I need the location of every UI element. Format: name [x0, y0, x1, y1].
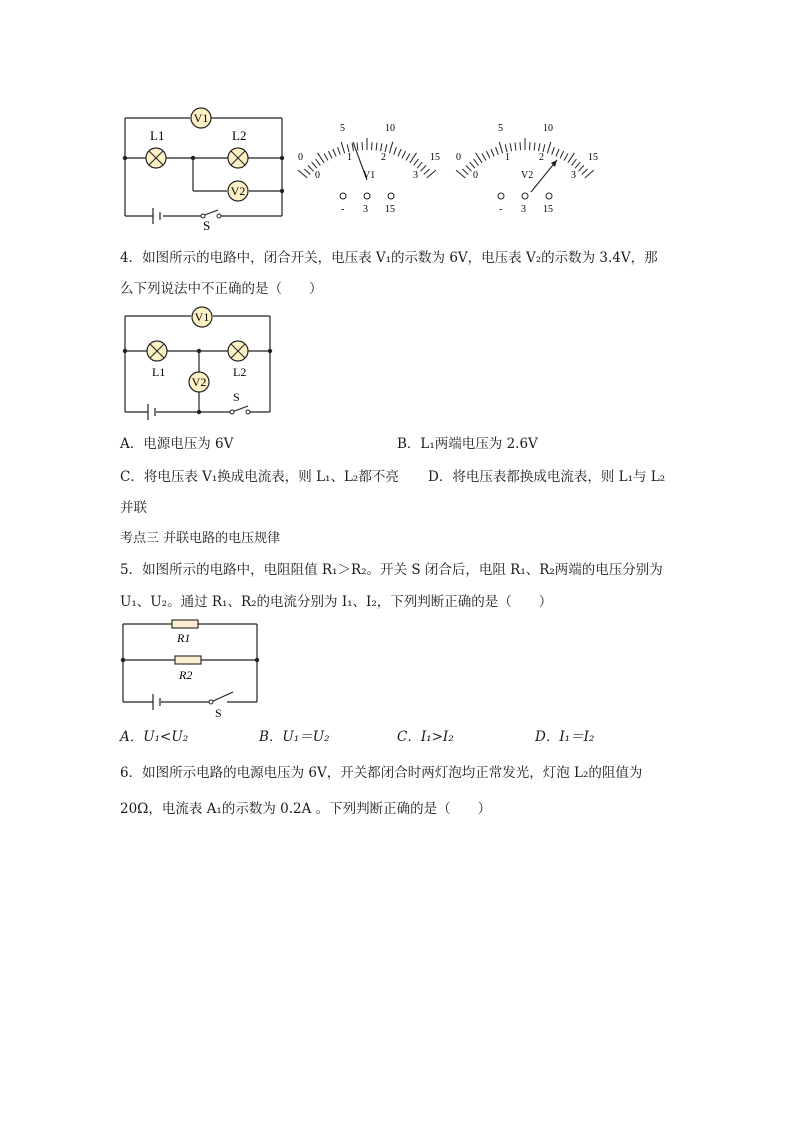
dial-tick [515, 143, 516, 151]
lamp-l1 [146, 128, 166, 168]
svg-text:L1: L1 [152, 365, 166, 379]
svg-text:3: 3 [571, 170, 576, 181]
dial-tick [341, 142, 344, 154]
svg-text:2: 2 [381, 152, 386, 163]
switch-label: S [203, 218, 211, 232]
voltmeter-v1 [192, 307, 212, 327]
q6-stem-line1: 6．如图所示电路的电源电压为 6V，开关都闭合时两灯泡均正常发光，灯泡 L₂的阻值为 [120, 765, 643, 781]
dial-tick [564, 154, 568, 161]
q4-circuit-diagram [115, 306, 280, 426]
svg-text:3: 3 [413, 170, 418, 181]
dial-tick [394, 147, 397, 155]
q5-stem-line1: 5．如图所示的电路中，电阻阻值 R₁＞R₂。开关 S 闭合后，电阻 R₁、R₂两端的电压分别为 [120, 562, 663, 578]
dial-tick [318, 153, 325, 163]
voltmeter-v1 [191, 108, 211, 128]
switch-label: S [233, 390, 240, 404]
svg-text:-: - [341, 204, 345, 215]
lamp-l1 [147, 341, 167, 379]
q4-stem-line1: 4．如图所示的电路中，闭合开关，电压表 V₁的示数为 6V，电压表 V₂的示数为 3.4V，那 [120, 250, 658, 266]
svg-text:2: 2 [539, 152, 544, 163]
dial-tick [520, 142, 521, 150]
resistor-r2 [175, 656, 201, 682]
voltmeter-v2 [228, 181, 248, 201]
dial-tick [328, 151, 332, 158]
svg-text:0: 0 [456, 152, 461, 163]
dial-tick [347, 144, 349, 152]
dial-tick [316, 159, 321, 165]
lamp-l2 [228, 128, 248, 168]
dial-tick [466, 165, 472, 171]
q4-option-a[interactable]: A．电源电压为 6V [120, 436, 234, 452]
dial-tick [381, 143, 382, 151]
svg-text:V2: V2 [230, 184, 246, 198]
svg-text:0: 0 [473, 170, 478, 181]
dial-tick [456, 170, 465, 178]
dial-tick [417, 162, 422, 168]
dial-tick [308, 165, 314, 171]
svg-text:10: 10 [385, 123, 395, 134]
voltmeter-dial-v1 [295, 118, 445, 218]
svg-text:5: 5 [340, 123, 345, 134]
resistor-r1 [172, 620, 198, 645]
dial-tick [352, 143, 353, 151]
q4-option-b[interactable]: B．L₁两端电压为 2.6V [397, 436, 538, 452]
svg-text:5: 5 [498, 123, 503, 134]
dial-tick [414, 159, 419, 165]
q5-option-b[interactable]: B．U₁＝U₂ [259, 729, 330, 745]
dial-tick [496, 147, 499, 155]
svg-text:L2: L2 [232, 128, 247, 143]
dial-tick [476, 153, 483, 163]
svg-text:1: 1 [347, 152, 352, 163]
dial-tick [582, 169, 588, 175]
dial-tick [372, 142, 373, 150]
q6-stem-line2: 20Ω，电流表 A₁的示数为 0.2A 。下列判断正确的是（ ） [120, 801, 492, 817]
dial-tick [575, 162, 580, 168]
svg-text:15: 15 [588, 152, 598, 163]
svg-text:0: 0 [315, 170, 320, 181]
dial-tick [462, 169, 468, 175]
dial-tick [547, 142, 550, 154]
voltmeter-v2 [189, 372, 209, 392]
dial-tick [389, 142, 392, 154]
q4-option-d[interactable]: D．将电压表都换成电流表，则 L₁与 L₂ [428, 469, 666, 485]
dial-tick [333, 149, 336, 156]
svg-text:V2: V2 [191, 375, 207, 389]
dial-tick [406, 154, 410, 161]
svg-text:15: 15 [543, 204, 553, 215]
q5-option-c[interactable]: C．I₁>I₂ [397, 729, 454, 745]
svg-text:3: 3 [363, 204, 368, 215]
dial-tick [427, 170, 436, 178]
dial-tick [482, 154, 486, 161]
svg-text:L2: L2 [233, 365, 247, 379]
svg-text:15: 15 [430, 152, 440, 163]
svg-text:V1: V1 [193, 111, 209, 125]
section-title: 考点三 并联电路的电压规律 [120, 531, 281, 546]
dial-tick [376, 143, 377, 151]
dial-tick [385, 144, 387, 152]
svg-text:-: - [499, 204, 503, 215]
dial-tick [556, 149, 559, 156]
top-circuit-diagram [115, 100, 290, 232]
svg-text:10: 10 [543, 123, 553, 134]
svg-text:3: 3 [521, 204, 526, 215]
dial-tick [324, 154, 328, 161]
dial-tick [568, 153, 575, 163]
q5-circuit-diagram [115, 616, 265, 720]
dial-tick [424, 169, 430, 175]
q4-option-c[interactable]: C．将电压表 V₁换成电流表，则 L₁、L₂都不亮 [120, 469, 399, 485]
q4-option-d-continued: 并联 [120, 500, 147, 516]
dial-tick [572, 159, 577, 165]
dial-tick [338, 147, 341, 155]
dial-tick [486, 151, 490, 158]
dial-tick [510, 143, 511, 151]
dial-tick [505, 144, 507, 152]
dial-tick [357, 143, 358, 151]
dial-tick [304, 169, 310, 175]
svg-text:V2: V2 [521, 170, 534, 181]
dial-tick [539, 143, 540, 151]
dial-tick [579, 165, 585, 171]
q5-option-d[interactable]: D．I₁＝I₂ [535, 729, 595, 745]
svg-text:V1: V1 [363, 170, 376, 181]
switch-label: S [215, 706, 222, 720]
dial-tick [410, 153, 417, 163]
dial-tick [534, 143, 535, 151]
svg-text:0: 0 [298, 152, 303, 163]
dial-tick [499, 142, 502, 154]
dial-tick [362, 142, 363, 150]
svg-text:R2: R2 [179, 668, 193, 682]
svg-text:15: 15 [385, 204, 395, 215]
dial-tick [585, 170, 594, 178]
dial-tick [530, 142, 531, 150]
dial-tick [474, 159, 479, 165]
dial-tick [312, 162, 317, 168]
dial-tick [470, 162, 475, 168]
dial-tick [402, 151, 406, 158]
dial-tick [543, 144, 545, 152]
q4-stem-line2: 么下列说法中不正确的是（ ） [120, 281, 323, 297]
svg-text:R1: R1 [177, 631, 191, 645]
dial-tick [398, 149, 401, 156]
svg-text:L1: L1 [150, 128, 165, 143]
q5-stem-line2: U₁、U₂。通过 R₁、R₂的电流分别为 I₁、I₂，下列判断正确的是（ ） [120, 594, 553, 610]
dial-tick [491, 149, 494, 156]
svg-text:V1: V1 [194, 310, 210, 324]
voltmeter-dial-v2 [453, 118, 603, 218]
dial-tick [560, 151, 564, 158]
q5-option-a[interactable]: A．U₁<U₂ [120, 729, 189, 745]
dial-tick [298, 170, 307, 178]
svg-text:1: 1 [505, 152, 510, 163]
dial-tick [552, 147, 555, 155]
lamp-l2 [228, 341, 248, 379]
dial-tick [421, 165, 427, 171]
